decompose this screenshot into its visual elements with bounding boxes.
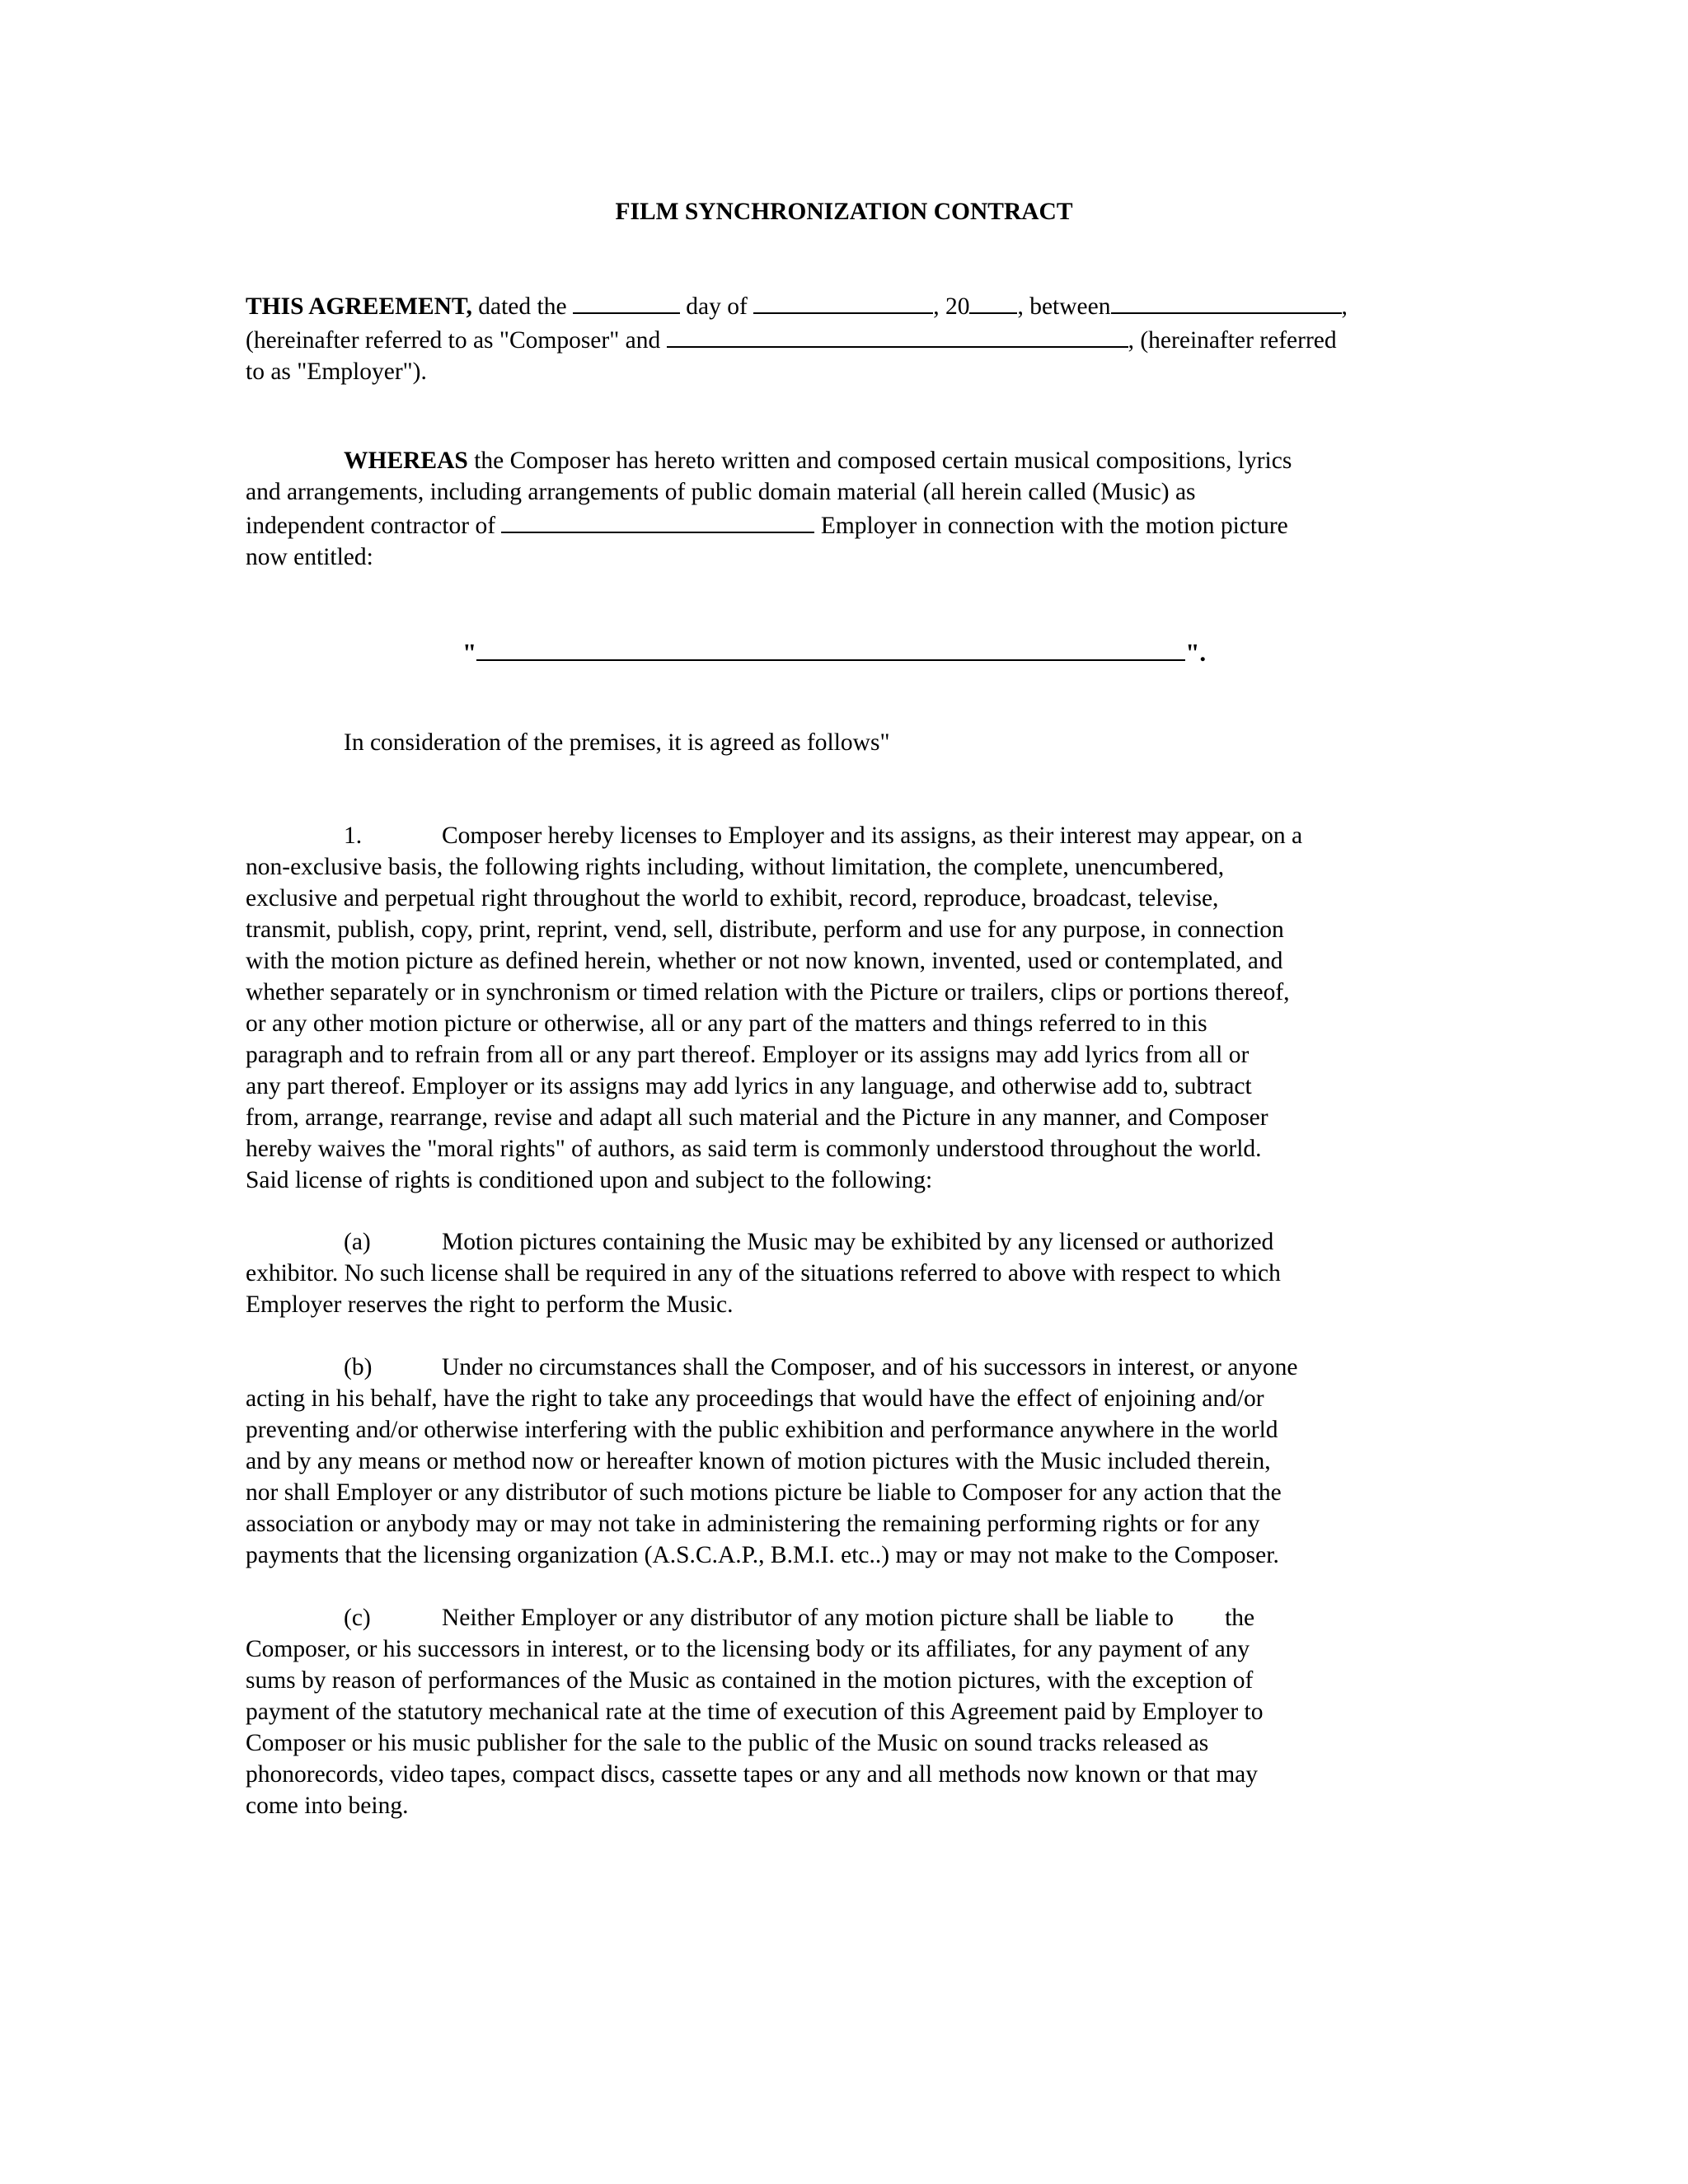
composer-name-blank[interactable] [1111, 288, 1342, 314]
agreement-lead: THIS AGREEMENT, [246, 293, 472, 320]
month-blank[interactable] [753, 288, 933, 314]
clause-c: (c) Neither Employer or any distributor of any motion picture shall be liable to the Composer, or his successors in interest, or to the licensing body or its affiliates, for any payment of any sums by reason of performances of the Music as contained in the motion pictures, with the exception of payment of the statutory mechanical rate at the time of execution of this Agreement paid by Employer to Composer or his music publisher for the sale to the public of the Music on sound tracks released as phonorecords, video tapes, compact discs, cassette tapes or any and all methods now known or that may come into being. [246, 1602, 1424, 1821]
film-title-field: " ". [462, 635, 1206, 669]
year-blank[interactable] [969, 288, 1017, 314]
clause-a-label: (a) [344, 1229, 371, 1255]
document-title: FILM SYNCHRONIZATION CONTRACT [615, 199, 1073, 225]
whereas-paragraph: WHEREAS the Composer has hereto written and composed certain musical compositions, lyrics and arrangements, including arrangements of public domain material (all herein called (Music) as independent contractor of Employer in connection with the motion picture now entitled: [246, 448, 1292, 570]
intro-line-2: (hereinafter referred to as "Composer" and , (hereinafter referred [246, 322, 1424, 356]
clause-c-label: (c) [344, 1605, 371, 1631]
intro-line-3: to as "Employer"). [246, 359, 427, 385]
film-title-blank[interactable] [476, 635, 1185, 661]
section-1-number: 1. [344, 823, 363, 849]
clause-b-label: (b) [344, 1354, 373, 1380]
day-blank[interactable] [573, 288, 680, 314]
whereas-label: WHEREAS [344, 448, 468, 474]
consideration-paragraph: In consideration of the premises, it is agreed as follows" [344, 729, 890, 756]
clause-b: (b) Under no circumstances shall the Composer, and of his successors in interest, or anyone acting in his behalf, have the right to take any proceedings that would have the effect of enjoining and/or preventing and/or otherwise interfering with the public exhibition and performance anywhere in the world and by any means or method now or hereafter known of motion pictures with the Music included therein, nor shall Employer or any distributor of such motions picture be liable to Composer for any action that the association or anybody may or may not take in administering the remaining performing rights or for any payments that the licensing organization (A.S.C.A.P., B.M.I. etc..) may or may not make to the Composer. [246, 1352, 1424, 1571]
intro-line-1: THIS AGREEMENT, dated the day of , 20 , between , [246, 288, 1424, 322]
clause-a: (a) Motion pictures containing the Music may be exhibited by any licensed or authorized exhibitor. No such license shall be required in any of the situations referred to above with respect to which Employer reserves the right to perform the Music. [246, 1226, 1424, 1320]
section-1: 1. Composer hereby licenses to Employer and its assigns, as their interest may appear, on a non-exclusive basis, the following rights including, without limitation, the complete, unencumbered, exclusive and perpetual right throughout the world to exhibit, record, reproduce, broadcast, televise, transmit, publish, copy, print, reprint, vend, sell, distribute, perform and use for any purpose, in connection with the motion picture as defined herein, whether or not now known, invented, used or contemplated, and whether separately or in synchronism or timed relation with the Picture or trailers, clips or portions thereof, or any other motion picture or otherwise, all or any part of the matters and things referred to in this paragraph and to refrain from all or any part thereof. Employer or its assigns may add lyrics from all or any part thereof. Employer or its assigns may add lyrics in any language, and otherwise add to, subtract from, arrange, rearrange, revise and adapt all such material and the Picture in any manner, and Composer hereby waives the "moral rights" of authors, as said term is commonly understood throughout the world. Said license of rights is conditioned upon and subject to the following: [246, 820, 1424, 1196]
contractor-blank[interactable] [501, 508, 814, 533]
employer-name-blank[interactable] [667, 322, 1128, 348]
intro-paragraph [246, 288, 1424, 387]
